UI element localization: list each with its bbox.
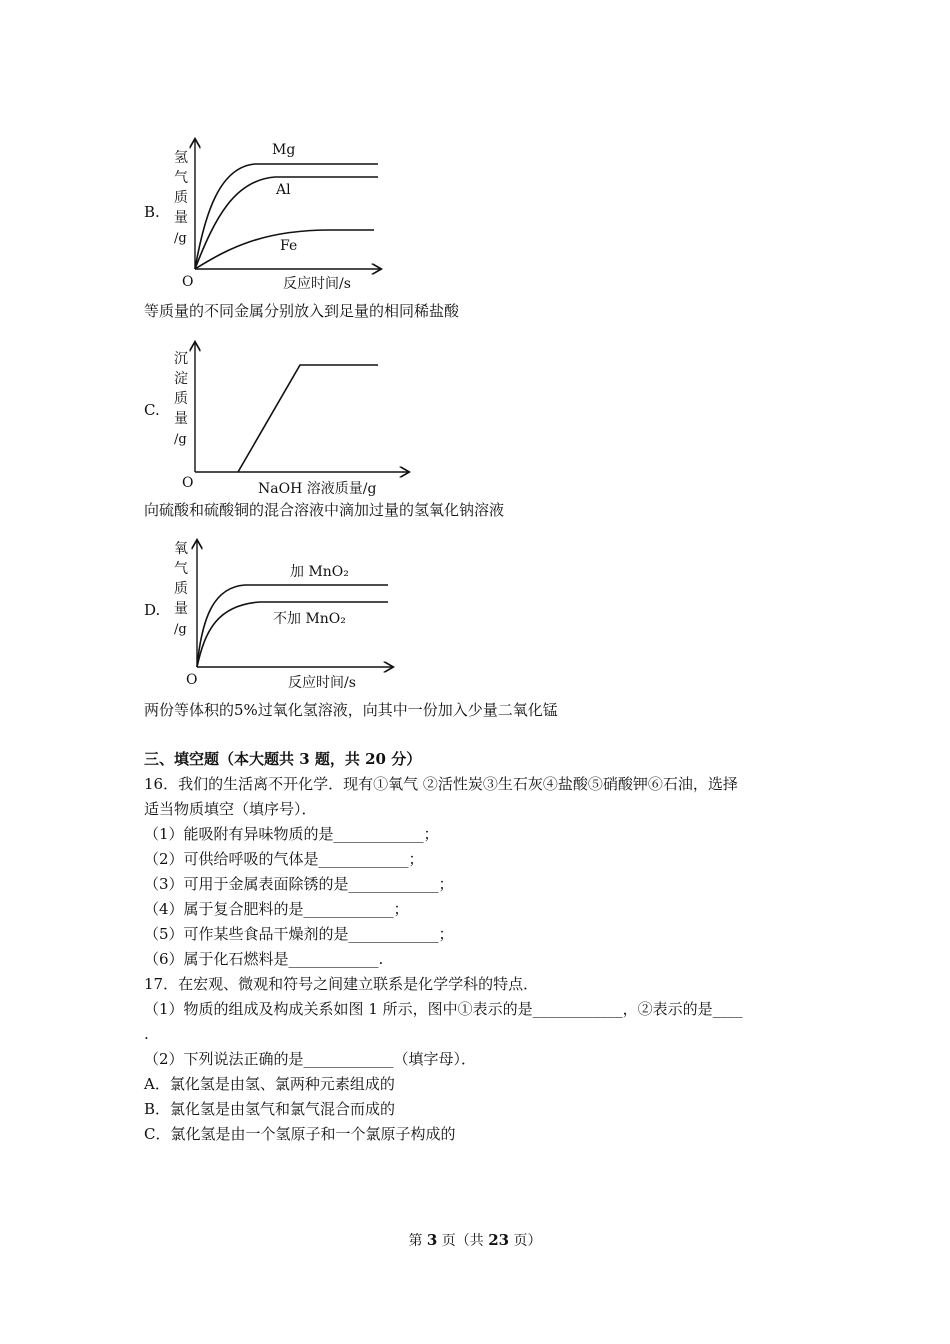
y-label-5: /g	[174, 231, 187, 246]
curve-label-fe: Fe	[280, 238, 298, 254]
footer-middle: 页（共	[437, 1233, 489, 1249]
y-label-1: 沉	[174, 351, 188, 367]
curve-label-without-mno2: 不加 MnO₂	[273, 611, 346, 627]
y-label-1: 氧	[174, 541, 188, 557]
caption-b: 等质量的不同金属分别放入到足量的相同稀盐酸	[144, 302, 460, 320]
caption-c: 向硫酸和硫酸铜的混合溶液中滴加过量的氢氧化钠溶液	[144, 501, 505, 519]
graph-d	[160, 535, 400, 693]
origin-label: O	[182, 274, 194, 290]
page-footer	[0, 1230, 950, 1250]
precipitate-line	[238, 365, 378, 472]
x-axis-label: NaOH 溶液质量/g	[258, 481, 377, 497]
graph-c	[160, 335, 420, 500]
option-d-label: D.	[144, 601, 161, 619]
footer-total-pages: 23	[488, 1231, 510, 1249]
q16-stem-line1: 16．我们的生活离不开化学．现有①氧气 ②活性炭③生石灰④盐酸⑤硝酸钾⑥石油，选择	[144, 775, 738, 793]
y-label-4: 量	[174, 411, 188, 427]
footer-prefix: 第	[408, 1233, 427, 1249]
section-title: 三、填空题（本大题共 3 题，共 20 分）	[144, 750, 422, 768]
q17-stem: 17．在宏观、微观和符号之间建立联系是化学学科的特点．	[144, 975, 539, 993]
x-axis-label: 反应时间/s	[288, 675, 356, 691]
y-label-4: 量	[174, 601, 188, 617]
y-label-3: 质	[174, 391, 188, 407]
q16-item-5: （5）可作某些食品干燥剂的是____________；	[144, 925, 454, 943]
y-label-2: 气	[174, 170, 188, 186]
origin-label: O	[182, 475, 194, 491]
q16-item-1: （1）能吸附有异味物质的是____________；	[144, 825, 439, 843]
y-label-3: 质	[174, 190, 188, 206]
q17-item1-line2: .	[144, 1025, 149, 1043]
y-label-5: /g	[174, 622, 187, 637]
q17-option-a: A．氯化氢是由氢、氯两种元素组成的	[144, 1075, 395, 1093]
q17-option-c: C．氯化氢是由一个氢原子和一个氯原子构成的	[144, 1125, 456, 1143]
q17-item1-line1: （1）物质的组成及构成关系如图 1 所示，图中①表示的是____________，②表示的是____	[144, 1000, 743, 1018]
footer-suffix: 页）	[509, 1233, 542, 1249]
curve-label-with-mno2: 加 MnO₂	[290, 564, 349, 580]
q17-option-b: B．氯化氢是由氢气和氯气混合而成的	[144, 1100, 396, 1118]
footer-page-number: 3	[426, 1231, 438, 1249]
q16-item-6: （6）属于化石燃料是____________.	[144, 950, 384, 968]
q16-item-4: （4）属于复合肥料的是____________；	[144, 900, 409, 918]
option-b-label: B.	[144, 203, 160, 221]
q16-item-2: （2）可供给呼吸的气体是____________；	[144, 850, 424, 868]
q17-item2: （2）下列说法正确的是____________（填字母）．	[144, 1050, 477, 1068]
option-c-label: C.	[144, 401, 160, 419]
y-label-5: /g	[174, 432, 187, 447]
y-label-3: 质	[174, 581, 188, 597]
y-label-1: 氢	[174, 150, 188, 166]
curve-label-mg: Mg	[272, 142, 296, 158]
x-axis-label: 反应时间/s	[283, 276, 351, 292]
graph-b	[160, 132, 390, 292]
q16-stem-line2: 适当物质填空（填序号）．	[144, 800, 317, 818]
curve-label-al: Al	[276, 182, 291, 198]
y-label-2: 淀	[174, 371, 188, 387]
y-label-2: 气	[174, 561, 188, 577]
caption-d: 两份等体积的5%过氧化氢溶液，向其中一份加入少量二氧化锰	[144, 701, 558, 719]
q16-item-3: （3）可用于金属表面除锈的是____________；	[144, 875, 454, 893]
y-label-4: 量	[174, 210, 188, 226]
origin-label: O	[186, 672, 198, 688]
